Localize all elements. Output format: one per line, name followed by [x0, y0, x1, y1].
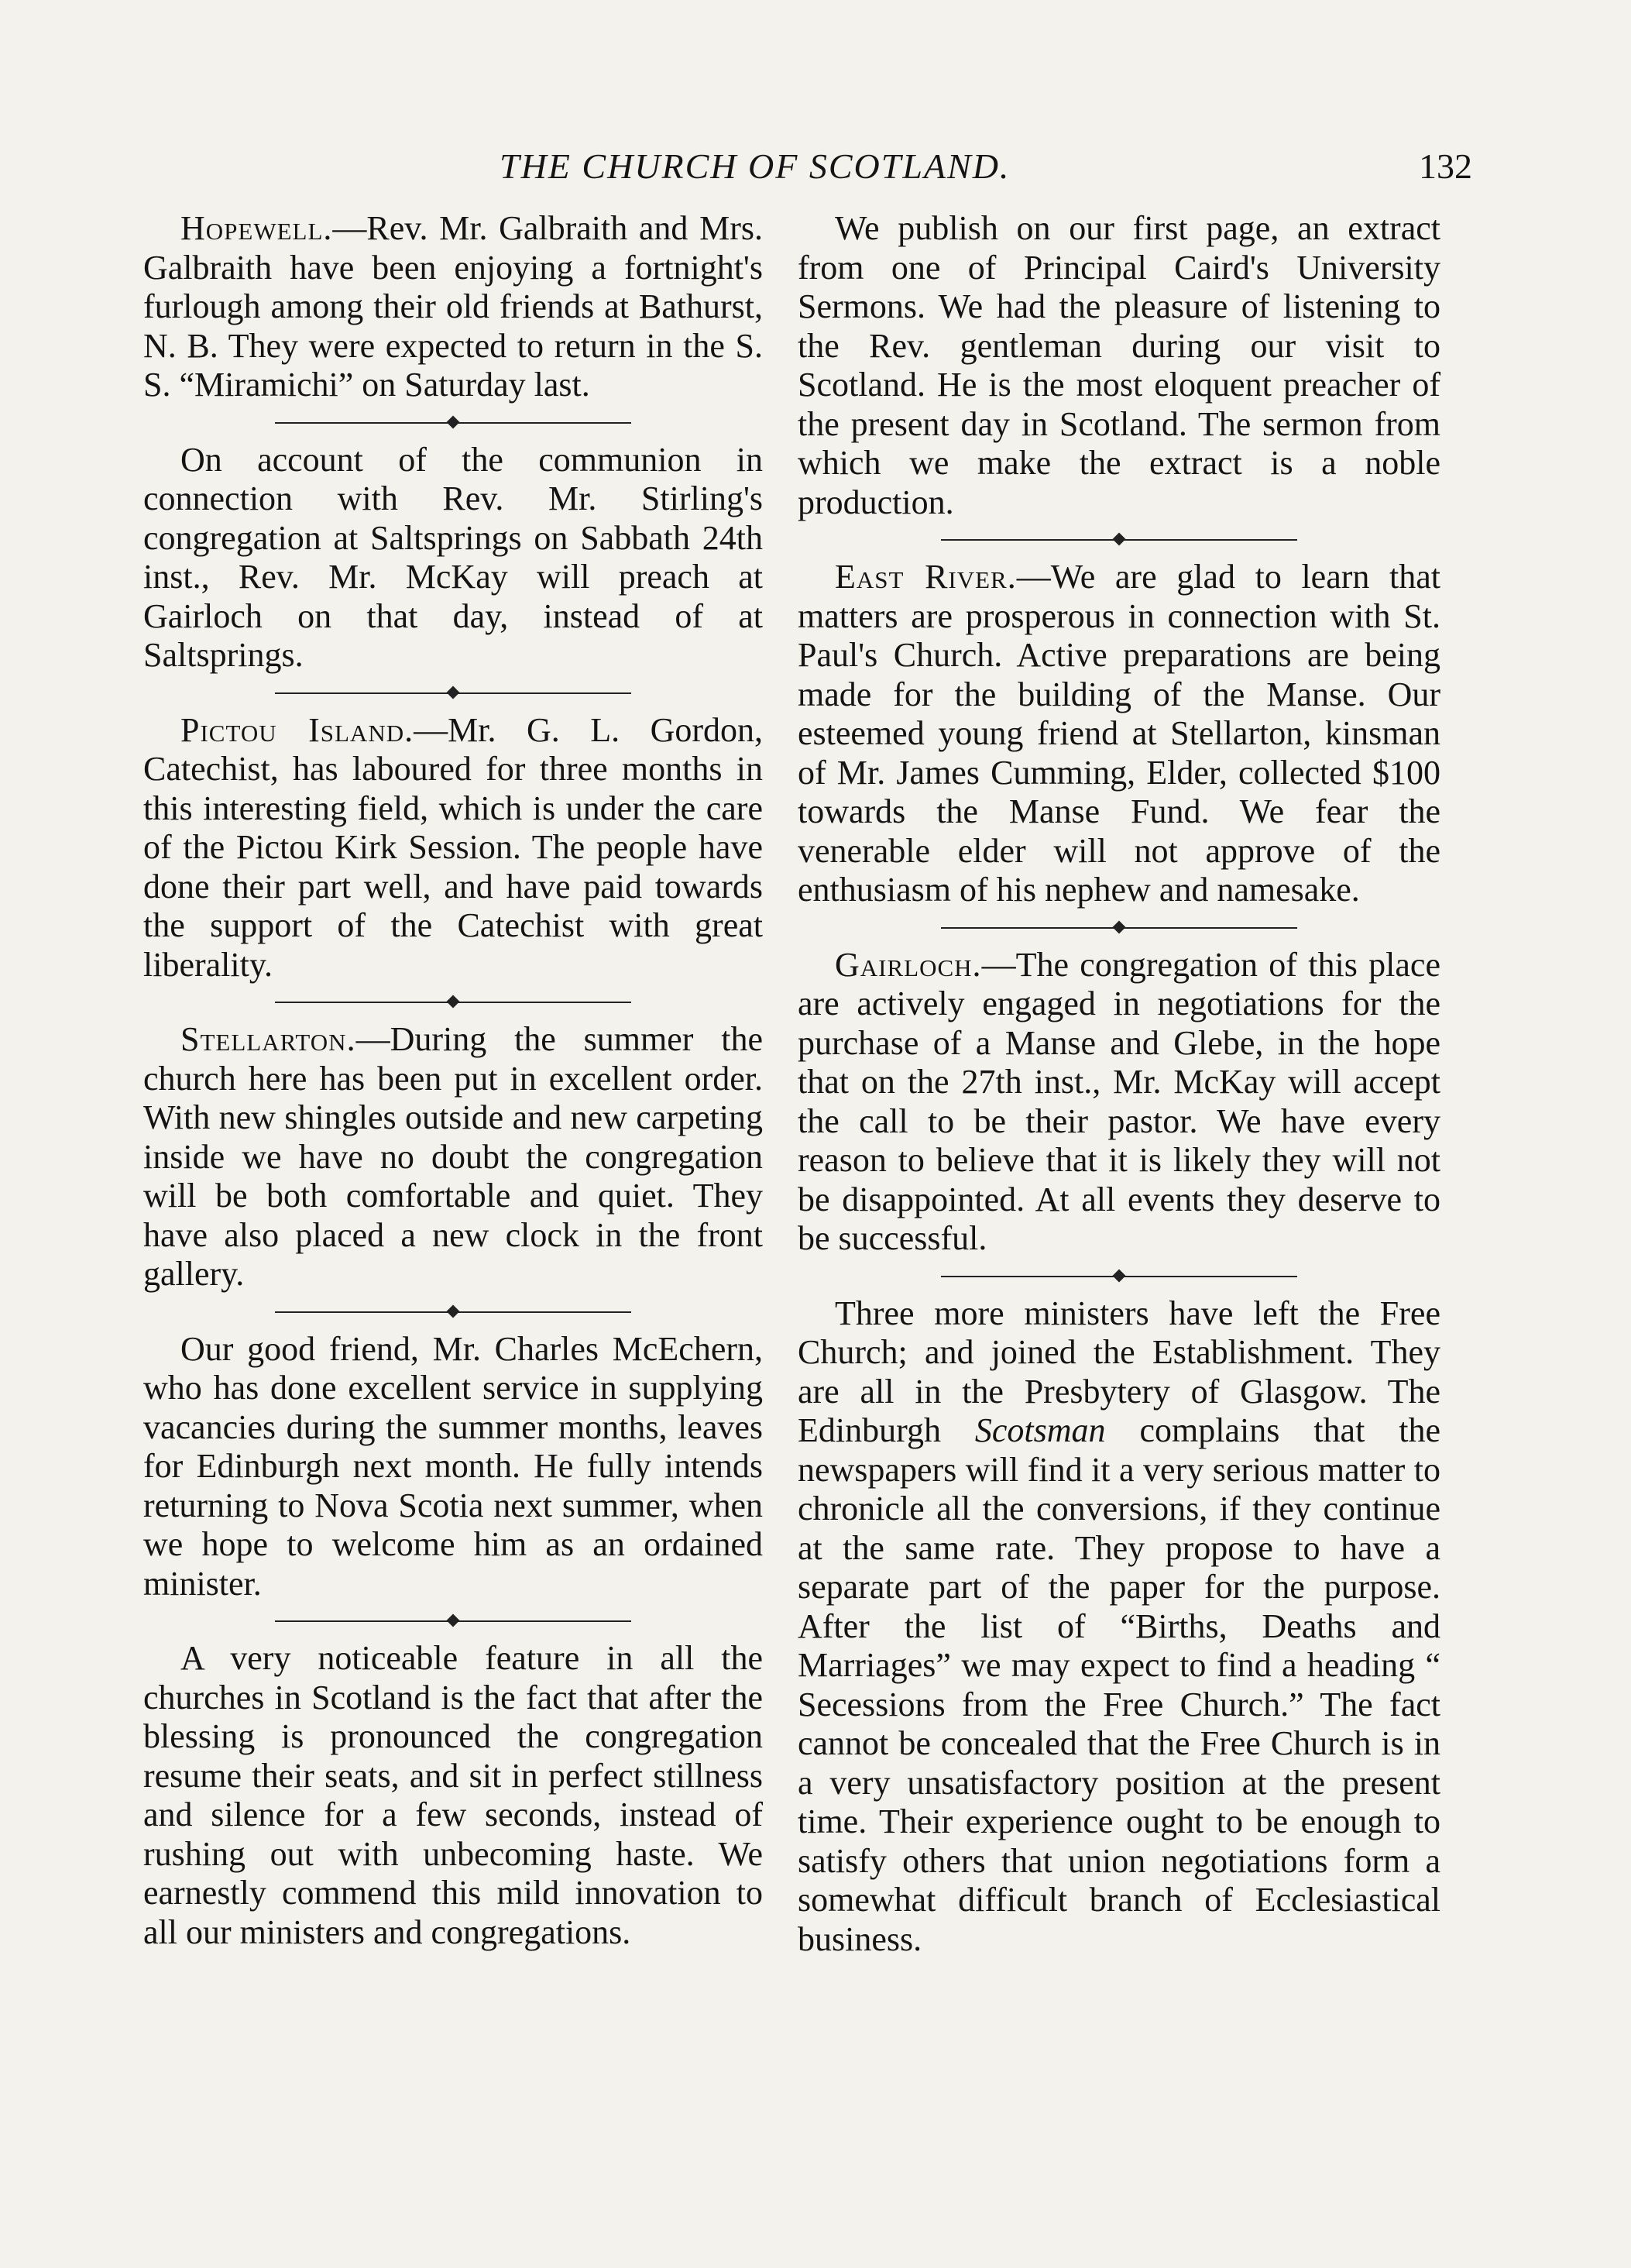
- article-text: —During the summer the church here has been put in excellent order. With new shingles outside and new carpeting inside we have no doubt the congregation will be both comfortable and quiet. They have also placed a new clock in the front gallery.: [143, 1020, 763, 1293]
- article-text: Our good friend, Mr. Charles McEchern, who has done excellent service in supplying vacancies during the summer months, leaves for Edinburgh next month. He fully intends returning to Nova Scotia next summer, when we hope to welcome him as an ordained minister.: [143, 1329, 763, 1603]
- article-text: On account of the communion in connection with Rev. Mr. Stirling's congregation at Saltsprings on Sabbath 24th inst., Rev. Mr. McKay will preach at Gairloch on that day, instead of at Saltsprings.: [143, 440, 763, 674]
- article-communion: [143, 441, 763, 675]
- article-lead: Pictou Island.: [180, 710, 414, 749]
- article-text-before: Three more ministers have left the Free Church; and joined the Establishment. They are all in the Presbytery of Glasgow. The Edinburgh: [798, 1294, 1440, 1449]
- article-noticeable-feature: [143, 1639, 763, 1952]
- article-text: —Mr. G. L. Gordon, Catechist, has laboured for three months in this interesting field, which is under the care of the Pictou Kirk Session. The people have done their part well, and have paid towards the support of the Catechist with great liberality.: [143, 710, 763, 984]
- article-pictou-island: [143, 711, 763, 985]
- article-gairloch: [798, 946, 1440, 1259]
- page-number: 132: [1419, 146, 1472, 186]
- article-lead: Stellarton.: [180, 1020, 356, 1058]
- article-hopewell: [143, 209, 763, 405]
- article-east-river: [798, 558, 1440, 910]
- article-lead: Hopewell.: [180, 209, 333, 247]
- article-text: —We are glad to learn that matters are prosperous in connection with St. Paul's Church. Active preparations are being made for the building of the Manse. Our esteemed young friend at Stellarton, kinsman of Mr. James Cumming, Elder, collected $100 towards the Manse Fund. We fear the venerable elder will not approve of the enthusiasm of his nephew and namesake.: [798, 558, 1440, 909]
- section-divider: [143, 989, 763, 1015]
- article-principal-caird: [798, 209, 1440, 522]
- article-lead: Gairloch.: [835, 945, 982, 984]
- article-text: We publish on our first page, an extract from one of Principal Caird's University Sermons. We had the pleasure of listening to the Rev. gentleman during our visit to Scotland. He is the most eloquent preacher of the present day in Scotland. The sermon from which we make the extract is a noble production.: [798, 209, 1440, 521]
- page-header: [0, 146, 1631, 200]
- newspaper-name: Scotsman: [974, 1411, 1106, 1449]
- section-divider: [143, 410, 763, 436]
- article-text: —Rev. Mr. Galbraith and Mrs. Galbraith have been enjoying a fortnight's furlough among their old friends at Bathurst, N. B. They were expected to return in the S. S. “Miramichi” on Saturday last.: [143, 209, 763, 404]
- article-free-church: [798, 1294, 1440, 1960]
- article-lead: East River.: [835, 558, 1017, 596]
- article-text: complains that the newspapers will find it a very serious matter to chronicle all the conversions, if they continue at the same rate. They propose to have a separate part of the paper for the purpose. After the list of “Births, Deaths and Marriages” we may expect to find a heading “ Secessions from the Free Church.” The fact cannot be concealed that the Free Church is in a very unsatisfactory position at the present time. Their experience ought to be enough to satisfy others that union negotiations form a somewhat difficult branch of Ecclesiastical business.: [798, 1411, 1440, 1958]
- section-divider: [143, 1608, 763, 1634]
- running-title: THE CHURCH OF SCOTLAND.: [500, 146, 1011, 186]
- section-divider: [798, 527, 1440, 553]
- section-divider: [798, 915, 1440, 941]
- right-column: [798, 209, 1440, 1959]
- article-text: —The congregation of this place are actively engaged in negotiations for the purchase of a Manse and Glebe, in the hope that on the 27th inst., Mr. McKay will accept the call to be their pastor. We have every reason to believe that it is likely they will not be disappointed. At all events they deserve to be successful.: [798, 945, 1440, 1257]
- section-divider: [143, 680, 763, 706]
- section-divider: [143, 1299, 763, 1325]
- section-divider: [798, 1263, 1440, 1290]
- article-stellarton: [143, 1020, 763, 1294]
- article-mcechern: [143, 1330, 763, 1604]
- left-column: [143, 209, 763, 1952]
- article-text: A very noticeable feature in all the churches in Scotland is the fact that after the blessing is pronounced the congregation resume their seats, and sit in perfect stillness and silence for a few seconds, instead of rushing out with unbecoming haste. We earnestly commend this mild innovation to all our ministers and congregations.: [143, 1639, 763, 1951]
